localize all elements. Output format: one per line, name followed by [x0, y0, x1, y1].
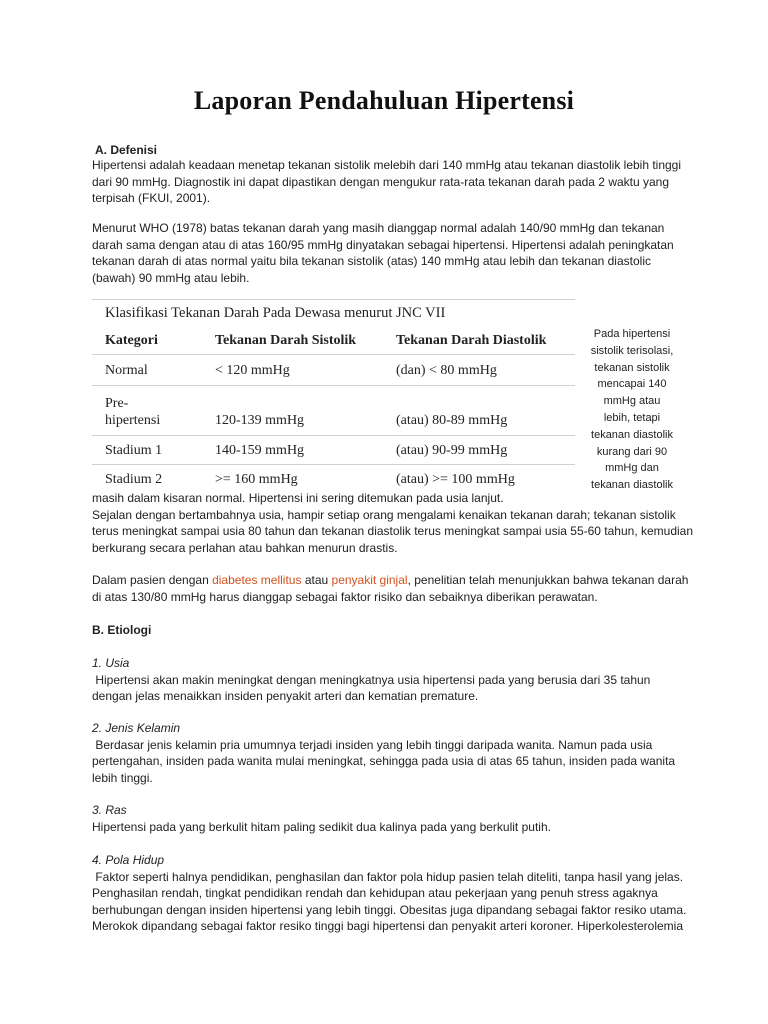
cell-diastolic: (dan) < 80 mmHg [383, 355, 575, 386]
text-line [92, 572, 692, 589]
cell-category: Pre- hipertensi [92, 386, 202, 436]
section-a-paragraph-3 [92, 490, 692, 556]
side-note-line: tekanan diastolik [591, 479, 673, 492]
text-span: Dalam pasien dengan [92, 573, 213, 587]
text-line: lebih tinggi. [92, 770, 153, 785]
text-line: Hipertensi adalah keadaan menetap tekanan sistolik melebih dari 140 mmHg atau tekanan diastolik lebih tinggi [92, 158, 682, 172]
section-a-paragraph-2 [92, 220, 692, 286]
header-diastolik: Tekanan Darah Diastolik [396, 332, 547, 348]
table-row [92, 436, 575, 465]
cell-category: Stadium 2 [92, 465, 202, 495]
item-label: 4. Pola Hidup [92, 853, 165, 867]
jnc-classification-table [92, 299, 575, 494]
cell-diastolic: (atau) 80-89 mmHg [383, 386, 575, 436]
diabetes-mellitus-link[interactable]: diabetes mellitus [212, 573, 302, 587]
side-note-line: tekanan diastolik [591, 428, 673, 441]
text-line: tekanan darah di atas normal yaitu bila tekanan sistolik (atas) 140 mmHg atau lebih dan tekanan diastolic [92, 254, 651, 268]
text-line: Berdasar jenis kelamin pria umumnya terjadi insiden yang lebih tinggi daripada wanita. Namun pada usia [92, 737, 653, 752]
side-note-line: mmHg dan [605, 462, 659, 475]
table-row [92, 355, 575, 386]
text-line: terpisah (FKUI, 2001). [92, 191, 211, 205]
side-note-line: lebih, tetapi [603, 411, 661, 424]
text-line: dengan jelas menaikkan insiden penyakit arteri dan kematian premature. [92, 689, 479, 703]
text-line: Hipertensi akan makin meningkat dengan meningkatnya usia hipertensi pada yang berusia dari 35 tahun [92, 672, 651, 687]
text-line: Menurut WHO (1978) batas tekanan darah yang masih dianggap normal adalah 140/90 mmHg dan tekanan [92, 221, 665, 235]
etiology-item-pola-hidup [92, 852, 692, 935]
text-line: dari 90 mmHg. Diagnostik ini dapat dipastikan dengan mengukur rata-rata tekanan darah pada 2 waktu yang [92, 174, 670, 189]
text-line: Hipertensi pada yang berkulit hitam paling sedikit dua kalinya pada yang berkulit putih. [92, 819, 551, 834]
side-note-line: Pada hipertensi [593, 328, 671, 340]
cell-category: Stadium 1 [92, 436, 202, 465]
table-row [92, 386, 575, 436]
item-label: 3. Ras [92, 803, 127, 817]
cell-systolic: >= 160 mmHg [202, 465, 383, 495]
penyakit-ginjal-link[interactable]: penyakit ginjal [331, 573, 408, 587]
etiology-item-jenis-kelamin [92, 720, 692, 786]
cell-systolic: < 120 mmHg [202, 355, 383, 386]
text-line: Faktor seperti halnya pendidikan, penghasilan dan faktor pola hidup pasien telah diteliti, tanpa hasil yang jelas. [92, 869, 684, 884]
section-b-heading: B. Etiologi [92, 623, 152, 637]
header-kategori: Kategori [105, 332, 158, 348]
text-line: berhubungan dengan insiden hipertensi yang lebih tinggi. Obesitas juga dipandang sebagai faktor resiko utama. [92, 902, 687, 917]
side-note-line: tekanan sistolik [594, 361, 670, 374]
text-line: di atas 130/80 mmHg harus dianggap sebagai faktor risiko dan sebaiknya diberikan perawatan. [92, 589, 598, 604]
document-title: Laporan Pendahuluan Hipertensi [193, 86, 575, 115]
item-label: 2. Jenis Kelamin [92, 721, 181, 735]
table-caption: Klasifikasi Tekanan Darah Pada Dewasa menurut JNC VII [105, 305, 446, 321]
text-line: darah sama dengan atau di atas 160/95 mmHg dinyatakan sebagai hipertensi. Hipertensi adalah peningkatan [92, 237, 674, 252]
cell-systolic: 140-159 mmHg [202, 436, 383, 465]
section-a-paragraph-1 [92, 157, 692, 207]
text-line: Sejalan dengan bertambahnya usia, hampir setiap orang mengalami kenaikan tekanan darah; tekanan sistolik [92, 507, 676, 522]
side-note-line: sistolik terisolasi, [590, 344, 674, 357]
text-line: berkurang secara perlahan atau bahkan menurun drastis. [92, 540, 398, 555]
text-line: terus meningkat sampai usia 80 tahun dan tekanan diastolik terus meningkat sampai usia 55-60 tahun, kemudian [92, 524, 694, 538]
side-note-line: mencapai 140 [597, 378, 667, 391]
cell-diastolic: (atau) 90-99 mmHg [383, 436, 575, 465]
table [92, 326, 575, 494]
text-line: Merokok dipandang sebagai faktor resiko tinggi bagi hipertensi dan penyakit arteri koroner. Hiperkolesterolemia [92, 919, 683, 933]
etiology-item-ras [92, 802, 692, 835]
text-span: atau [301, 573, 332, 587]
cell-systolic: 120-139 mmHg [202, 386, 383, 436]
cell-diastolic: (atau) >= 100 mmHg [383, 465, 575, 495]
side-note-line: mmHg atau [603, 395, 661, 408]
cell-category: Normal [92, 355, 202, 386]
text-line: (bawah) 90 mmHg atau lebih. [92, 270, 250, 285]
section-a-heading: A. Defenisi [95, 143, 158, 157]
text-line: Penghasilan rendah, tingkat pendidikan rendah dan kehidupan atau pekerjaan yang penuh stress agaknya [92, 886, 658, 900]
header-sistolik: Tekanan Darah Sistolik [215, 332, 357, 348]
text-line: masih dalam kisaran normal. Hipertensi ini sering ditemukan pada usia lanjut. [92, 491, 504, 505]
text-span: , penelitian telah menunjukkan bahwa tekanan darah [407, 573, 689, 587]
table-header-row [92, 326, 575, 355]
section-a-paragraph-4 [92, 572, 692, 605]
side-note [586, 326, 678, 494]
item-label: 1. Usia [92, 656, 130, 670]
side-note-line: kurang dari 90 [596, 445, 668, 458]
etiology-item-usia [92, 655, 692, 705]
text-line: pertengahan, insiden pada wanita mulai meningkat, sehingga pada usia di atas 65 tahun, insiden pada wanita [92, 754, 676, 768]
